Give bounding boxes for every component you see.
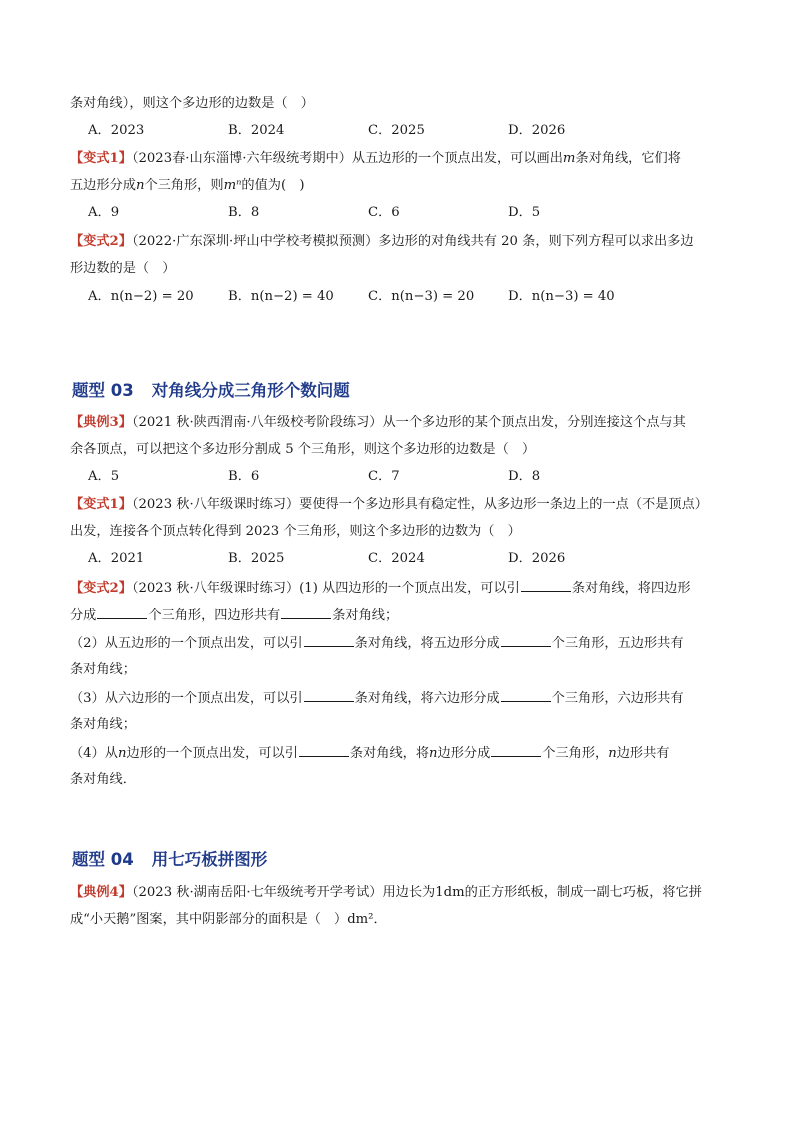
answer-blank[interactable] — [501, 633, 551, 647]
example-tag: 【典例3】 — [70, 415, 132, 430]
answer-blank[interactable] — [97, 605, 147, 619]
answer-blank[interactable] — [281, 605, 331, 619]
question-text-line: 余各顶点，可以把这个多边形分割成 5 个三角形，则这个多边形的边数是（ ） — [70, 442, 536, 457]
variant-tag: 【变式2】 — [70, 234, 132, 249]
answer-blank[interactable] — [299, 743, 349, 757]
option-c: C．7 — [368, 469, 400, 484]
answer-blank[interactable] — [501, 688, 551, 702]
question-text-line: 【变式1】（2023 秋·八年级课时练习）要使得一个多边形具有稳定性，从多边形一条边上的一点（不是顶点） — [70, 497, 708, 512]
question-text-line: （4）从n边形的一个顶点出发，可以引 条对角线，将n边形分成 个三角形，n边形共有 — [70, 743, 669, 764]
option-a: A．n(n−2) = 20 — [88, 289, 194, 304]
option-a: A．2021 — [88, 551, 145, 566]
options-row — [88, 203, 648, 223]
question-text-line: 成“小天鹅”图案，其中阴影部分的面积是（ ）dm²． — [70, 912, 387, 927]
question-text-line: 条对角线），则这个多边形的边数是（ ） — [70, 96, 314, 111]
option-b: B．6 — [228, 469, 260, 484]
option-a: A．9 — [88, 205, 120, 220]
question-text-line: 【变式2】（2023 秋·八年级课时练习）(1) 从四边形的一个顶点出发，可以引 条对角线，将四边形 — [70, 578, 691, 599]
option-d: D．8 — [508, 469, 541, 484]
option-b: B．n(n−2) = 40 — [228, 289, 334, 304]
options-row — [88, 287, 648, 307]
question-text-line: 形边数的是（ ） — [70, 261, 176, 276]
option-c: C．2025 — [368, 123, 425, 138]
example-tag: 【典例4】 — [70, 885, 132, 900]
answer-blank[interactable] — [491, 743, 541, 757]
section-heading: 题型 03 对角线分成三角形个数问题 — [72, 381, 350, 400]
option-c: C．2024 — [368, 551, 425, 566]
option-d: D．2026 — [508, 123, 566, 138]
options-row — [88, 121, 648, 141]
variant-tag: 【变式1】 — [70, 151, 132, 166]
option-b: B．2025 — [228, 551, 285, 566]
option-b: B．2024 — [228, 123, 285, 138]
question-text-line: 分成 个三角形，四边形共有 条对角线； — [70, 605, 398, 626]
question-text-line: 条对角线； — [70, 662, 136, 677]
option-c: C．n(n−3) = 20 — [368, 289, 475, 304]
variant-tag: 【变式2】 — [70, 581, 132, 596]
variant-tag: 【变式1】 — [70, 497, 132, 512]
option-d: D．5 — [508, 205, 541, 220]
option-d: D．n(n−3) = 40 — [508, 289, 615, 304]
option-a: A．5 — [88, 469, 120, 484]
option-a: A．2023 — [88, 123, 145, 138]
options-row — [88, 467, 648, 487]
question-text-line: （3）从六边形的一个顶点出发，可以引 条对角线，将六边形分成 个三角形，六边形共有 — [70, 688, 684, 709]
answer-blank[interactable] — [304, 633, 354, 647]
section-heading: 题型 04 用七巧板拼图形 — [72, 850, 268, 869]
options-row — [88, 549, 648, 569]
question-text-line: 五边形分成n个三角形，则mⁿ的值为( ) — [70, 178, 305, 193]
answer-blank[interactable] — [304, 688, 354, 702]
question-text-line: 【典例4】（2023 秋·湖南岳阳·七年级统考开学考试）用边长为1dm的正方形纸板，制成一副七巧板，将它拼 — [70, 885, 702, 900]
question-text-line: 【变式1】（2023春·山东淄博·六年级统考期中）从五边形的一个顶点出发，可以画出m条对角线，它们将 — [70, 151, 681, 166]
option-c: C．6 — [368, 205, 400, 220]
question-text-line: 出发，连接各个顶点转化得到 2023 个三角形，则这个多边形的边数为（ ） — [70, 524, 521, 539]
question-text-line: 【变式2】（2022·广东深圳·坪山中学校考模拟预测）多边形的对角线共有 20 条，则下列方程可以求出多边 — [70, 234, 694, 249]
question-text-line: 条对角线； — [70, 717, 136, 732]
option-b: B．8 — [228, 205, 260, 220]
question-text-line: 条对角线． — [70, 772, 136, 787]
question-text-line: 【典例3】（2021 秋·陕西渭南·八年级校考阶段练习）从一个多边形的某个顶点出发，分别连接这个点与其 — [70, 415, 686, 430]
answer-blank[interactable] — [521, 578, 571, 592]
option-d: D．2026 — [508, 551, 566, 566]
question-text-line: （2）从五边形的一个顶点出发，可以引 条对角线，将五边形分成 个三角形，五边形共有 — [70, 633, 684, 654]
